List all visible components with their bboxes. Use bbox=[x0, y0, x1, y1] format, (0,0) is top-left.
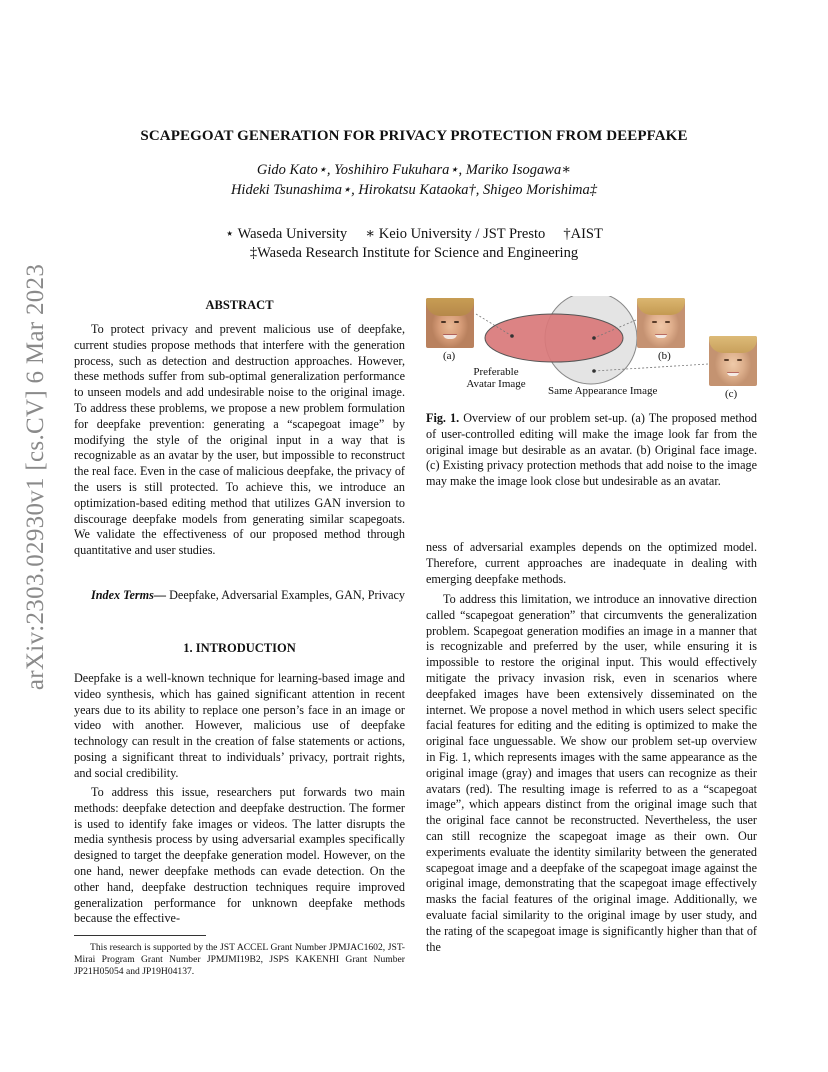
figure-label-c: (c) bbox=[725, 388, 738, 400]
face-image-a bbox=[426, 298, 474, 348]
figure-label-b: (b) bbox=[658, 350, 671, 362]
face-image-c bbox=[709, 336, 757, 386]
intro-heading: 1. INTRODUCTION bbox=[183, 641, 296, 655]
marker-a bbox=[510, 334, 514, 338]
authors-line-1: Gido Kato⋆, Yoshihiro Fukuhara⋆, Mariko Isogawa∗ bbox=[256, 162, 572, 178]
figure-caption-text: Overview of our problem set-up. (a) The proposed method of user-controlled editing will make the image look far from the original image but desirable as an avatar. (b) Original face image. (c) Existing privacy protection methods that add noise to the image may make the image look close but undesirable as an avatar. bbox=[426, 411, 757, 489]
figure-1-caption bbox=[426, 411, 757, 490]
figure-label-a: (a) bbox=[443, 350, 456, 362]
face-image-b bbox=[637, 298, 685, 348]
authors-line-2: Hideki Tsunashima⋆, Hirokatsu Kataoka†, Shigeo Morishima‡ bbox=[230, 182, 598, 198]
affiliations bbox=[0, 225, 828, 263]
preferable-avatar-label bbox=[462, 366, 530, 390]
footnote-rule bbox=[74, 935, 206, 936]
author-list bbox=[0, 160, 828, 200]
preferable-avatar-region bbox=[485, 314, 623, 362]
figure-1 bbox=[426, 296, 758, 406]
right-paragraph-2: To address this limitation, we introduce an innovative direction called “scapegoat generation” that circumvents the generalization problem. Scapegoat generation modifies an image in a manner that is recognizable and preferred by the user, while ensuring it is impossible to restore the original input. This would effectively mitigate the privacy invasion risk, even in scenarios where deepfaked images have been extensively disseminated on the internet. We propose a novel method in which users select specific facial features for editing and the editing is optimized to make the original face unguessable. We show our problem set-up overview in Fig. 1, which represents images with the same appearance as the original image (gray) and images that users can recognize as their avatars (red). The resulting image is referred to as a “scapegoat image”, which appears distinct from the original image such that the original face cannot be reconstructed. Nevertheless, the user can still recognize the scapegoat image as their own. Our experiments evaluate the identity similarity between the generated scapegoat image and a deepfake of the scapegoat image against the original image, demonstrating that the scapegoat image effectively masks the facial features of the original image. Additionally, we evaluate facial similarity to the original image by user study, and the rating of the scapegoat image is significantly higher than that of the bbox=[426, 592, 757, 954]
abstract-text: To protect privacy and prevent malicious use of deepfake, current studies propose methods that interfere with the generation process, such as detection and destruction approaches. However, these methods suffer from sub-optimal generalization performance to unseen models and add undesirable noise to the original image. To address these problems, we propose a new problem formulation for deepfake prevention: generating a “scapegoat image” by modifying the style of the original input in a way that is recognizable as an avatar by the user, but impossible to reconstruct the real face. Even in the case of malicious deepfake, the privacy of the users is still protected. To achieve this, we introduce an optimization-based editing method that utilizes GAN inversion to discourage deepfake models from generating similar scapegoats. We validate the effectiveness of our proposed method through quantitative and user studies. bbox=[74, 322, 405, 558]
index-terms-text: Deepfake, Adversarial Examples, GAN, Privacy bbox=[166, 588, 405, 602]
footnote: This research is supported by the JST ACCEL Grant Number JPMJAC1602, JST-Mirai Program Grant Number JPMJMI19B2, JSPS KAKENHI Grant Number JP21H05054 and JP19H04137. bbox=[74, 942, 405, 978]
affiliation-line-2: ‡Waseda Research Institute for Science and Engineering bbox=[249, 245, 579, 261]
intro-paragraph-1: Deepfake is a well-known technique for learning-based image and video synthesis, which has gained significant attention in recent years due to its ability to replace one person’s face in an image or video with another. However, malicious use of deepfake technology can result in the creation of false statements or actions, posing a significant threat to individuals’ privacy, portrait rights, and social credibility. bbox=[74, 671, 405, 780]
marker-c bbox=[592, 369, 596, 373]
arxiv-identifier: arXiv:2303.02930v1 [cs.CV] 6 Mar 2023 bbox=[22, 263, 49, 691]
right-paragraph-1: ness of adversarial examples depends on the optimized model. Therefore, current approaches are inadequate in dealing with emerging deepfake methods. bbox=[426, 540, 757, 586]
marker-b bbox=[592, 336, 596, 340]
figure-caption-label: Fig. 1. bbox=[426, 411, 460, 425]
abstract-heading: ABSTRACT bbox=[205, 298, 274, 312]
index-terms bbox=[74, 588, 405, 604]
preferable-avatar-label-2: Avatar Image bbox=[466, 378, 526, 390]
paper-title: SCAPEGOAT GENERATION FOR PRIVACY PROTECTION FROM DEEPFAKE bbox=[140, 128, 688, 144]
same-appearance-label: Same Appearance Image bbox=[548, 385, 658, 397]
affiliation-line-1: ⋆ Waseda University ∗ Keio University / JST Presto †AIST bbox=[225, 226, 603, 242]
intro-paragraph-2: To address this issue, researchers put forwards two main methods: deepfake detection and deepfake destruction. The former is used to identify fake images or videos. The latter disrupts the media synthesis process by using adversarial examples specifically designed to target the deepfake generation model. However, on the one hand, newer deepfake methods can evade detection. On the other hand, deepfake destruction techniques require improved generalization performance for unknown deepfake methods because the effective- bbox=[74, 785, 405, 926]
preferable-avatar-label-1: Preferable bbox=[473, 366, 519, 378]
index-terms-label: Index Terms— bbox=[91, 588, 167, 602]
